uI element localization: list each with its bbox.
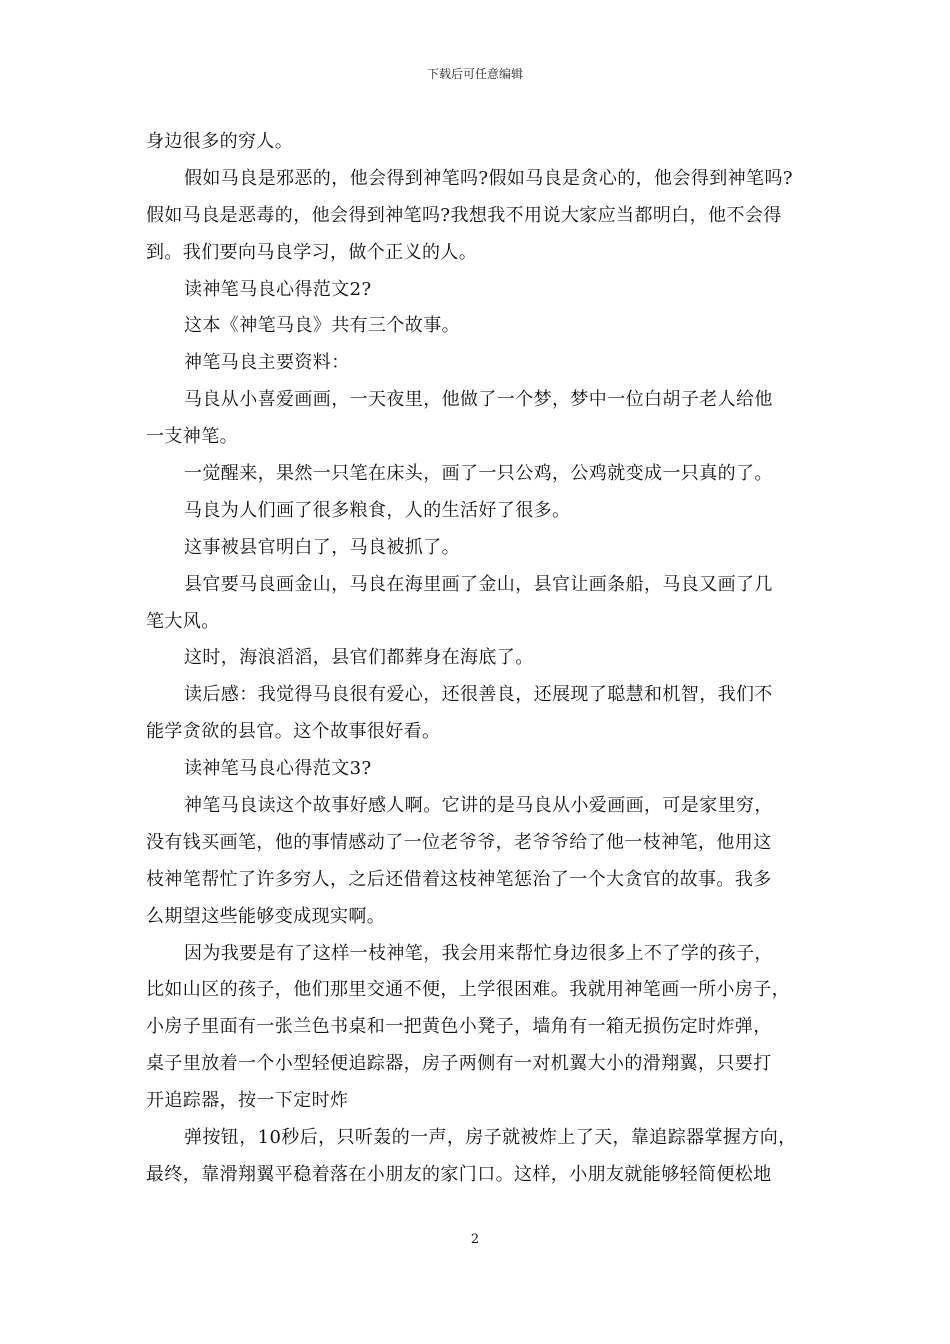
text-line: 弹按钮，10秒后，只听轰的一声，房子就被炸上了天，靠追踪器掌握方向，	[184, 1127, 797, 1149]
text-line: 神笔马良主要资料：	[184, 352, 350, 374]
text-line: 一支神笔。	[146, 426, 238, 448]
text-line: 笔大风。	[146, 610, 220, 632]
text-line: 这时，海浪滔滔，县官们都葬身在海底了。	[184, 647, 534, 669]
text-line: 比如山区的孩子，他们那里交通不便，上学很困难。我就用神笔画一所小房子，	[146, 979, 790, 1001]
text-line: 这事被县官明白了，马良被抓了。	[184, 536, 460, 558]
text-line: 桌子里放着一个小型轻便追踪器，房子两侧有一对机翼大小的滑翔翼，只要打	[146, 1053, 772, 1075]
text-line: 到。我们要向马良学习，做个正义的人。	[146, 241, 478, 263]
text-line: 开追踪器，按一下定时炸	[146, 1090, 349, 1112]
text-line: 一觉醒来，果然一只笔在床头，画了一只公鸡，公鸡就变成一只真的了。	[184, 463, 773, 485]
text-line: 马良从小喜爱画画，一天夜里，他做了一个梦，梦中一位白胡子老人给他	[184, 389, 773, 411]
text-line: 因为我要是有了这样一枝神笔，我会用来帮忙身边很多上不了学的孩子，	[184, 942, 773, 964]
text-line: 读后感：我觉得马良很有爱心，还很善良，还展现了聪慧和机智，我们不	[184, 684, 773, 706]
text-line: 小房子里面有一张兰色书桌和一把黄色小凳子，墙角有一箱无损伤定时炸弹，	[146, 1016, 772, 1038]
text-line: 枝神笔帮忙了许多穷人，之后还借着这枝神笔惩治了一个大贪官的故事。我多	[146, 868, 772, 890]
section-heading: 读神笔马良心得范文3?	[184, 758, 372, 780]
text-line: 没有钱买画笔，他的事情感动了一位老爷爷，老爷爷给了他一枝神笔，他用这	[146, 831, 772, 853]
text-line: 县官要马良画金山，马良在海里画了金山，县官让画条船，马良又画了几	[184, 573, 773, 595]
text-line: 这本《神笔马良》共有三个故事。	[184, 315, 460, 337]
page-header: 下载后可任意编辑	[426, 67, 523, 81]
text-line: 么期望这些能够变成现实啊。	[146, 905, 386, 927]
text-line: 最终，靠滑翔翼平稳着落在小朋友的家门口。这样，小朋友就能够轻简便松地	[146, 1163, 772, 1185]
text-line: 马良为人们画了很多粮食，人的生活好了很多。	[184, 499, 571, 521]
text-line: 假如马良是邪恶的，他会得到神笔吗?假如马良是贪心的，他会得到神笔吗?	[184, 167, 793, 189]
page-number: 2	[470, 1232, 480, 1247]
document-body	[146, 124, 812, 1194]
text-line: 能学贪欲的县官。这个故事很好看。	[146, 721, 441, 743]
text-line: 假如马良是恶毒的，他会得到神笔吗?我想我不用说大家应当都明白，他不会得	[146, 204, 782, 226]
text-line: 神笔马良读这个故事好感人啊。它讲的是马良从小爱画画，可是家里穷，	[184, 795, 773, 817]
text-line: 身边很多的穷人。	[146, 131, 294, 152]
section-heading: 读神笔马良心得范文2?	[184, 278, 372, 300]
